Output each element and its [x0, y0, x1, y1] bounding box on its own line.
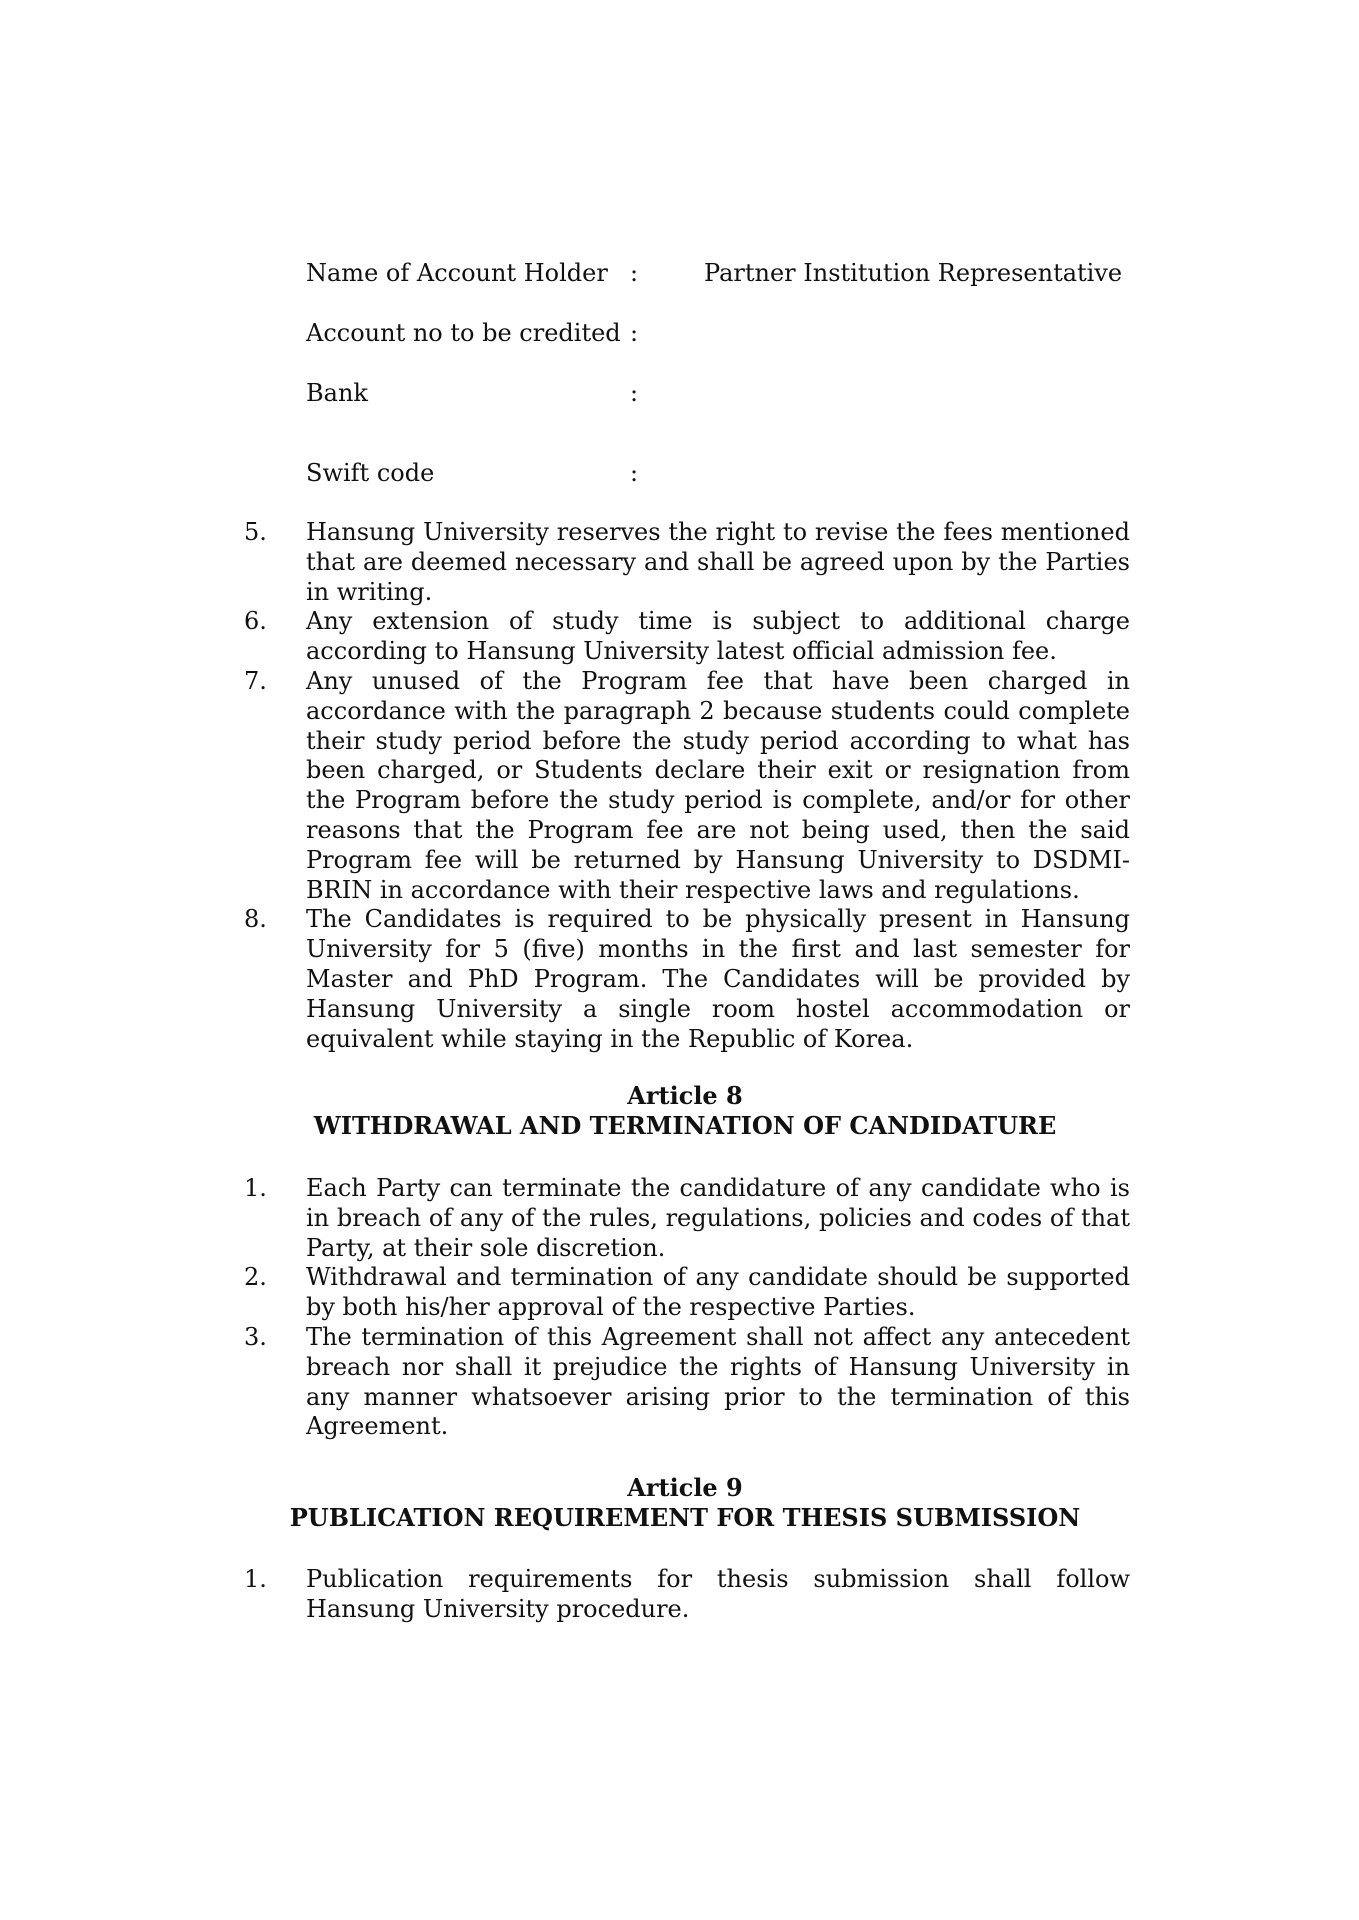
item-number: 8. — [244, 905, 267, 934]
account-number-label: Account no to be credited — [306, 319, 621, 347]
account-holder-label: Name of Account Holder — [306, 259, 608, 287]
article-8-number: Article 8 — [627, 1081, 743, 1110]
item-number: 3. — [244, 1322, 267, 1351]
item-number: 2. — [244, 1263, 267, 1292]
article-9-number: Article 9 — [627, 1473, 743, 1502]
item-text: Each Party can terminate the candidature of any candidate who is in breach of any of the rules, regulations, policies and codes of that Party, at their sole discretion. — [306, 1174, 1130, 1262]
item-text: Any extension of study time is subject to additional charge according to Hansung University latest official admission fee. — [306, 607, 1130, 666]
account-holder-colon: : — [630, 259, 639, 287]
list-item — [240, 1174, 1130, 1263]
article-9-heading — [240, 1473, 1130, 1533]
article-8-heading — [240, 1081, 1130, 1141]
article-9-title: PUBLICATION REQUIREMENT FOR THESIS SUBMISSION — [289, 1503, 1081, 1532]
item-number: 5. — [244, 518, 267, 546]
item-number: 1. — [244, 1565, 267, 1593]
list-item — [240, 905, 1130, 1054]
list-item — [240, 1323, 1130, 1442]
list-item — [240, 607, 1130, 667]
bank-label: Bank — [306, 379, 368, 407]
account-number-colon: : — [630, 319, 639, 347]
bank-colon: : — [630, 379, 639, 407]
item-text: Any unused of the Program fee that have been charged in accordance with the paragraph 2 because students could complete their study period before the study period according to what has been charged, or Students declare their exit or resignation from the Program before the study period is complete, and/or for other reasons that the Program fee are not being used, then the said Program fee will be returned by Hansung University to DSDMI-BRIN in accordance with their respective laws and regulations. — [306, 666, 1130, 904]
item-number: 7. — [244, 666, 267, 695]
swift-code-colon: : — [630, 459, 639, 487]
article-8-list — [240, 1174, 1130, 1442]
list-item — [240, 518, 1130, 607]
item-text: Publication requirements for thesis submission shall follow Hansung University procedure. — [306, 1565, 1130, 1623]
list-item — [240, 1263, 1130, 1323]
list-item — [240, 1565, 1130, 1625]
item-number: 1. — [244, 1174, 267, 1202]
fees-clause-list — [240, 518, 1130, 1054]
item-text: Hansung University reserves the right to revise the fees mentioned that are deemed necessary and shall be agreed upon by the Parties in writing. — [306, 518, 1130, 606]
item-text: The Candidates is required to be physically present in Hansung University for 5 (five) months in the first and last semester for Master and PhD Program. The Candidates will be provided by Hansung University a single room hostel accommodation or equivalent while staying in the Republic of Korea. — [306, 905, 1130, 1053]
article-8-title: WITHDRAWAL AND TERMINATION OF CANDIDATURE — [313, 1111, 1057, 1140]
item-text: Withdrawal and termination of any candidate should be supported by both his/her approval of the respective Parties. — [306, 1263, 1130, 1322]
swift-code-label: Swift code — [306, 459, 435, 487]
article-9-list — [240, 1565, 1130, 1625]
item-text: The termination of this Agreement shall not affect any antecedent breach nor shall it prejudice the rights of Hansung University in any manner whatsoever arising prior to the termination of this Agreement. — [306, 1322, 1130, 1441]
item-number: 6. — [244, 607, 267, 636]
account-holder-value: Partner Institution Representative — [704, 259, 1123, 287]
list-item — [240, 667, 1130, 905]
